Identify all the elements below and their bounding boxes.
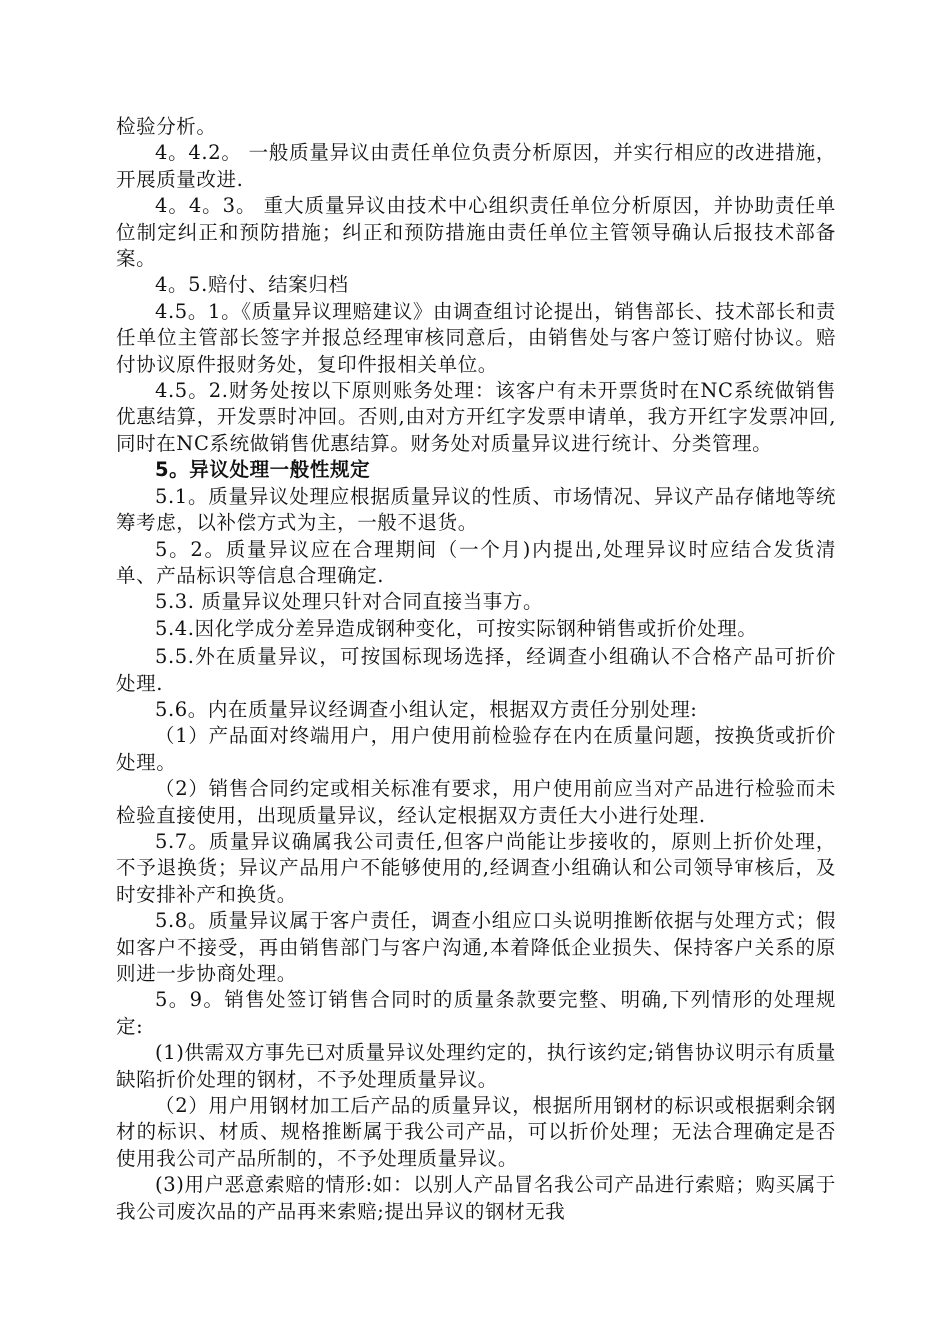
list-item-5-9-3: (3)用户恶意索赔的情形:如：以别人产品冒名我公司产品进行索赔；购买属于我公司废次品的产品再来索赔;提出异议的钢材无我 bbox=[116, 1173, 836, 1223]
paragraph-5-2: 5。2。质量异议应在合理期间（一个月)内提出,处理异议时应结合发货清单、产品标识等信息合理确定. bbox=[116, 537, 836, 587]
paragraph-5-6: 5.6。内在质量异议经调查小组认定，根据双方责任分别处理: bbox=[155, 697, 698, 721]
list-item-5-9-1: (1)供需双方事先已对质量异议处理约定的，执行该约定;销售协议明示有质量缺陷折价处理的钢材，不予处理质量异议。 bbox=[116, 1041, 836, 1091]
list-item-5-6-2: （2）销售合同约定或相关标准有要求，用户使用前应当对产品进行检验而未检验直接使用，出现质量异议，经认定根据双方责任大小进行处理. bbox=[116, 777, 836, 827]
list-item-5-9-2: （2）用户用钢材加工后产品的质量异议，根据所用钢材的标识或根据剩余钢材的标识、材质、规格推断属于我公司产品，可以折价处理；无法合理确定是否使用我公司产品所制的，不予处理质量异议。 bbox=[116, 1094, 836, 1170]
paragraph-4-5-1: 4.5。1。《质量异议理赔建议》由调查组讨论提出，销售部长、技术部长和责任单位主管部长签字并报总经理审核同意后，由销售处与客户签订赔付协议。赔付协议原件报财务处，复印件报相关单位。 bbox=[116, 299, 836, 376]
subheading-4-5: 4。5.赔付、结案归档 bbox=[155, 273, 349, 297]
paragraph-5-7: 5.7。质量异议确属我公司责任,但客户尚能让步接收的，原则上折价处理，不予退换货；异议产品用户不能够使用的,经调查小组确认和公司领导审核后，及时安排补产和换货。 bbox=[116, 829, 836, 906]
paragraph-5-4: 5.4.因化学成分差异造成钢种变化，可按实际钢种销售或折价处理。 bbox=[155, 616, 758, 640]
paragraph-5-1: 5.1。质量异议处理应根据质量异议的性质、市场情况、异议产品存储地等统筹考虑，以补偿方式为主，一般不退货。 bbox=[116, 484, 836, 535]
paragraph-continuation: 检验分析。 bbox=[116, 115, 217, 138]
list-item-5-6-1: （1）产品面对终端用户，用户使用前检验存在内在质量问题，按换货或折价处理。 bbox=[116, 724, 836, 774]
paragraph-4-4-2: 4。4.2。 一般质量异议由责任单位负责分析原因，并实行相应的改进措施，开展质量改进. bbox=[116, 141, 836, 191]
paragraph-5-8: 5.8。质量异议属于客户责任，调查小组应口头说明推断依据与处理方式；假如客户不接受，再由销售部门与客户沟通,本着降低企业损失、保持客户关系的原则进一步协商处理。 bbox=[116, 909, 836, 985]
paragraph-5-3: 5.3. 质量异议处理只针对合同直接当事方。 bbox=[155, 590, 544, 614]
paragraph-4-4-3: 4。4。3。 重大质量异议由技术中心组织责任单位分析原因，并协助责任单位制定纠正和预防措施；纠正和预防措施由责任单位主管领导确认后报技术部备案。 bbox=[116, 194, 836, 271]
section-heading-5: 5。异议处理一般性规定 bbox=[155, 458, 371, 482]
document-body bbox=[116, 114, 836, 1225]
paragraph-5-5: 5.5.外在质量异议，可按国标现场选择，经调查小组确认不合格产品可折价处理. bbox=[116, 645, 836, 695]
paragraph-4-5-2: 4.5。2.财务处按以下原则账务处理：该客户有未开票货时在NC系统做销售优惠结算，开发票时冲回。否则,由对方开红字发票申请单，我方开红字发票冲回,同时在NC系统做销售优惠结算。财务处对质量异议进行统计、分类管理。 bbox=[116, 379, 836, 455]
paragraph-5-9: 5。9。销售处签订销售合同时的质量条款要完整、明确,下列情形的处理规定: bbox=[116, 988, 836, 1038]
